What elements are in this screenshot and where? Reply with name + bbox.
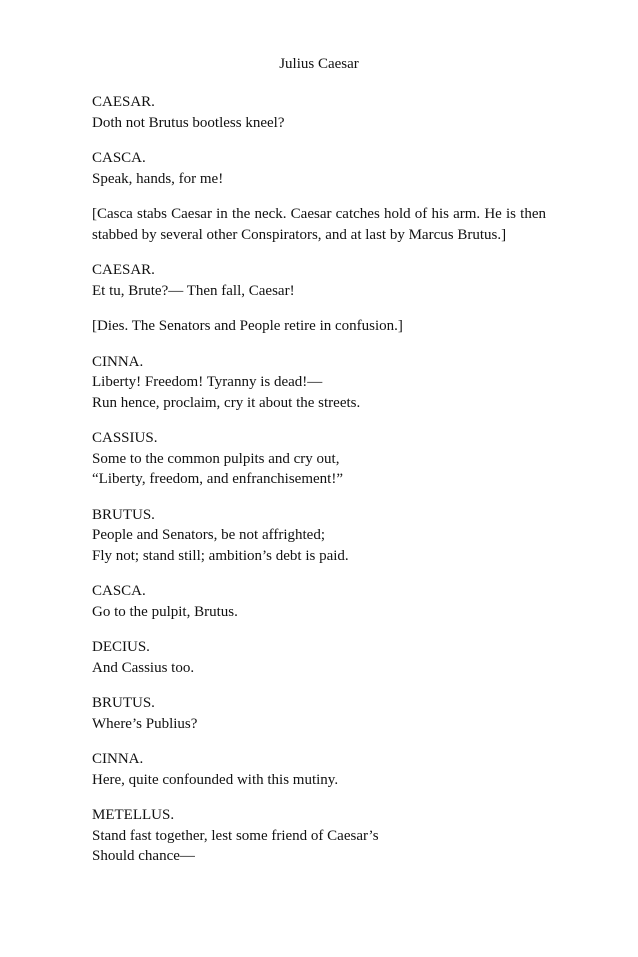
speaker-name: CASCA. — [92, 583, 146, 599]
dialogue-line: Fly not; stand still; ambition’s debt is paid. — [92, 547, 349, 564]
dialogue-line: Speak, hands, for me! — [92, 170, 224, 187]
speaker-name: CAESAR. — [92, 94, 155, 110]
speaker-name: BRUTUS. — [92, 695, 155, 711]
dialogue-line: Et tu, Brute?— Then fall, Caesar! — [92, 282, 295, 299]
speech-block — [92, 260, 546, 301]
speech-block — [92, 805, 546, 867]
speaker-name: CINNA. — [92, 353, 144, 370]
dialogue-line: And Cassius too. — [92, 659, 195, 676]
speaker-name: CINNA. — [92, 751, 144, 767]
dialogue-line: Should chance— — [92, 848, 195, 864]
dialogue-line: Go to the pulpit, Brutus. — [92, 603, 238, 620]
speech-block — [92, 428, 546, 490]
speech-block — [92, 693, 546, 734]
dialogue-line: Stand fast together, lest some friend of Caesar’s — [92, 827, 379, 844]
speech-block — [92, 637, 546, 678]
speech-block — [92, 92, 546, 133]
speech-block — [92, 581, 546, 622]
speaker-name: CASSIUS. — [92, 430, 158, 446]
speech-block — [92, 352, 546, 414]
stage-direction: [Dies. The Senators and People retire in confusion.] — [92, 318, 403, 334]
dialogue-line: Where’s Publius? — [92, 715, 198, 732]
dialogue-line: Run hence, proclaim, cry it about the streets. — [92, 394, 361, 411]
speaker-name: BRUTUS. — [92, 506, 155, 523]
stage-direction: [Casca stabs Caesar in the neck. Caesar catches hold of his arm. He is then stabbed by several other Conspirators, and at last by Marcus Brutus.] — [92, 206, 546, 243]
dialogue-line: Liberty! Freedom! Tyranny is dead!— — [92, 374, 323, 390]
speaker-name: METELLUS. — [92, 807, 175, 823]
speaker-name: CASCA. — [92, 150, 146, 166]
speech-block — [92, 148, 546, 189]
speech-block — [92, 505, 546, 567]
dialogue-line: Here, quite confounded with this mutiny. — [92, 771, 339, 788]
dialogue-line: Doth not Brutus bootless kneel? — [92, 114, 285, 131]
dialogue-line: Some to the common pulpits and cry out, — [92, 450, 340, 467]
dialogue-line: “Liberty, freedom, and enfranchisement!” — [92, 471, 343, 487]
page-title: Julius Caesar — [279, 56, 359, 72]
speaker-name: CAESAR. — [92, 262, 155, 278]
speech-block — [92, 749, 546, 790]
dialogue-line: People and Senators, be not affrighted; — [92, 527, 325, 543]
speaker-name: DECIUS. — [92, 639, 150, 655]
